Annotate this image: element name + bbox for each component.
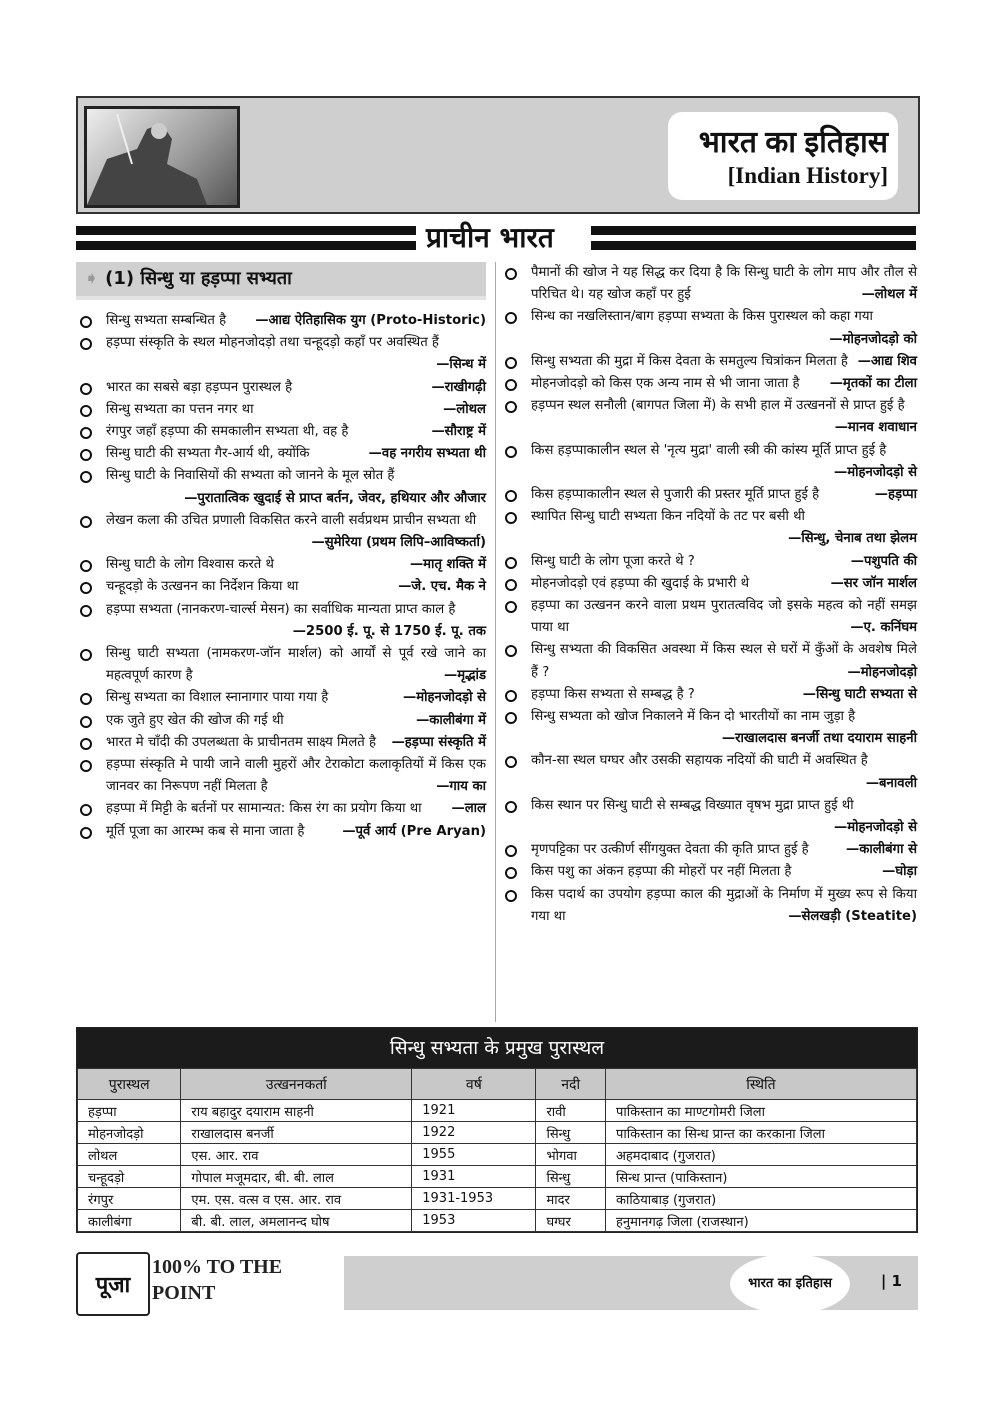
bullet-icon bbox=[80, 693, 92, 705]
table-cell: रंगपुर bbox=[78, 1188, 181, 1210]
table-cell: हनुमानगढ़ जिला (राजस्थान) bbox=[605, 1210, 916, 1232]
bullet-icon bbox=[80, 427, 92, 439]
qa-item bbox=[80, 377, 486, 399]
answer-text: —राखालदास बनर्जी तथा दयाराम साहनी bbox=[721, 731, 917, 747]
column-divider bbox=[495, 262, 496, 1022]
answer-text: —पुरातात्विक खुदाई से प्राप्त बर्तन, जेवर, हथियार और औजार bbox=[184, 490, 486, 506]
column-header: पुरास्थल bbox=[78, 1069, 181, 1100]
qa-item bbox=[505, 639, 917, 683]
qa-item bbox=[80, 643, 486, 687]
bullet-icon bbox=[505, 512, 517, 524]
answer-text: —कालीबंगा से bbox=[846, 842, 917, 858]
answer-text: —मोहनजोदड़ो से bbox=[834, 464, 917, 480]
qa-item bbox=[80, 710, 486, 732]
answer-text: —मोहनजोदड़ो bbox=[847, 664, 917, 680]
table-row bbox=[78, 1166, 917, 1188]
bullet-icon bbox=[505, 490, 517, 502]
table-cell: एम. एस. वत्स व एस. आर. राव bbox=[181, 1188, 412, 1210]
answer-text: —ए. कनिंघम bbox=[850, 620, 917, 636]
sites-table bbox=[76, 1027, 918, 1233]
qa-item bbox=[80, 687, 486, 709]
answer-text: —सुमेरिया (प्रथम लिपि–आविष्कर्ता) bbox=[311, 535, 486, 551]
question-text: हड़प्पा संस्कृति के स्थल मोहनजोदड़ो तथा चन्हूदड़ो कहाँ पर अवस्थित हैं bbox=[106, 335, 439, 351]
question-text: रंगपुर जहाँ हड़प्पा की समकालीन सभ्यता थी, वह है bbox=[106, 424, 349, 440]
table-cell: मादर bbox=[536, 1188, 606, 1210]
question-text: हड़प्पा का उत्खनन करने वाला प्रथम पुरातत्वविद जो इसके महत्व को नहीं समझ पाया था bbox=[531, 598, 917, 636]
qa-item bbox=[505, 395, 917, 439]
answer-text: —घोड़ा bbox=[882, 864, 917, 880]
answer-text: —राखीगढ़ी bbox=[431, 379, 486, 395]
table-row bbox=[78, 1188, 917, 1210]
table-cell: 1921 bbox=[412, 1100, 536, 1122]
table-row bbox=[78, 1144, 917, 1166]
qa-item bbox=[80, 443, 486, 465]
answer-text: —मातृ शक्ति में bbox=[409, 557, 486, 573]
qa-item bbox=[505, 706, 917, 750]
question-text: स्थापित सिन्धु घाटी सभ्यता किन नदियों के तट पर बसी थी bbox=[531, 509, 805, 525]
question-text: पैमानों की खोज ने यह सिद्ध कर दिया है कि सिन्धु घाटी के लोग माप और तौल से परिचित थे। यह खोज कहाँ पर हुई bbox=[531, 265, 917, 303]
answer-text: —सिन्ध में bbox=[436, 357, 486, 373]
table-cell: गोपाल मजूमदार, बी. बी. लाल bbox=[181, 1166, 412, 1188]
answer-text: —जे. एच. मैक ने bbox=[398, 579, 486, 595]
qa-item bbox=[80, 421, 486, 443]
footer-bar bbox=[344, 1256, 918, 1310]
answer-text: —मोहनजोदड़ो से bbox=[834, 820, 917, 836]
bullet-icon bbox=[80, 383, 92, 395]
bullet-icon bbox=[505, 268, 517, 280]
bullet-icon bbox=[80, 716, 92, 728]
page-number: | 1 bbox=[880, 1272, 902, 1290]
qa-item bbox=[505, 795, 917, 839]
question-text: सिन्धु घाटी सभ्यता (नामकरण-जॉन मार्शल) को आर्यों से पूर्व रखे जाने का महत्वपूर्ण कारण है bbox=[106, 646, 486, 684]
answer-text: —हड़प्पा संस्कृति में bbox=[391, 734, 486, 750]
question-text: सिन्धु सभ्यता की विकसित अवस्था में किस स्थल से घरों में कुँओं के अवशेष मिले हैं ? bbox=[531, 642, 917, 680]
table-cell: सिन्धु bbox=[536, 1166, 606, 1188]
question-text: मृणपट्टिका पर उत्कीर्ण सींगयुक्त देवता की कृति प्राप्त हुई है bbox=[531, 842, 809, 858]
answer-text: —पशुपति की bbox=[850, 553, 917, 569]
logo-text: पूजा bbox=[95, 1273, 131, 1298]
question-text: किस पदार्थ का उपयोग हड़प्पा काल की मुद्राओं के निर्माण में मुख्य रूप से किया गया था bbox=[531, 886, 917, 924]
title-box bbox=[668, 112, 898, 200]
bullet-icon bbox=[505, 845, 517, 857]
answer-text: —हड़प्पा bbox=[874, 487, 917, 503]
bullet-icon bbox=[505, 601, 517, 613]
question-text: सिन्धु सभ्यता का विशाल स्नानागार पाया गया है bbox=[106, 690, 329, 706]
answer-text: —मानव शवाधान bbox=[834, 420, 917, 436]
answer-text: —सिन्धु, चेनाब तथा झेलम bbox=[788, 531, 917, 547]
table-cell: सिन्ध प्रान्त (पाकिस्तान) bbox=[605, 1166, 916, 1188]
question-text: हड़प्पा संस्कृति मे पायी जाने वाली मुहरों और टेराकोटा कलाकृतियों में किस एक जानवर का निरूपण नहीं मिलता है bbox=[106, 757, 486, 795]
title-hindi: भारत का इतिहास bbox=[698, 126, 888, 159]
chapter-header bbox=[76, 96, 920, 214]
banner-rule-right bbox=[591, 226, 916, 250]
answer-text: —मृद्भांड bbox=[444, 668, 486, 684]
bullet-icon bbox=[505, 801, 517, 813]
question-text: सिन्धु सभ्यता का पत्तन नगर था bbox=[106, 401, 254, 417]
table-cell: रावी bbox=[536, 1100, 606, 1122]
bullet-icon bbox=[505, 557, 517, 569]
qa-item bbox=[80, 465, 486, 509]
question-text: भारत मे चाँदी की उपलब्धता के प्राचीनतम साक्ष्य मिलते है bbox=[106, 734, 376, 750]
answer-text: —मृतकों का टीला bbox=[829, 376, 917, 392]
question-text: सिन्धु घाटी की सभ्यता गैर-आर्य थी, क्योंकि bbox=[106, 446, 310, 462]
question-text: सिन्धु घाटी के लोग विश्वास करते थे bbox=[106, 557, 274, 573]
table-row bbox=[78, 1122, 917, 1144]
qa-item bbox=[80, 798, 486, 820]
question-text: हड़प्पा में मिट्टी के बर्तनों पर सामान्यत: किस रंग का प्रयोग किया था bbox=[106, 801, 422, 817]
table-cell: पाकिस्तान का सिन्ध प्रान्त का करकाना जिला bbox=[605, 1122, 916, 1144]
qa-item bbox=[505, 506, 917, 550]
qa-item bbox=[505, 306, 917, 350]
table-cell: 1931-1953 bbox=[412, 1188, 536, 1210]
column-header: नदी bbox=[536, 1069, 606, 1100]
table-cell: राय बहादुर दयाराम साहनी bbox=[181, 1100, 412, 1122]
question-text: किस हड़प्पाकालीन स्थल से पुजारी की प्रस्तर मूर्ति प्राप्त हुई है bbox=[531, 487, 820, 503]
table-cell: लोथल bbox=[78, 1144, 181, 1166]
bullet-icon bbox=[80, 649, 92, 661]
qa-item bbox=[80, 754, 486, 798]
table-cell: 1922 bbox=[412, 1122, 536, 1144]
question-text: सिन्धु घाटी के लोग पूजा करते थे ? bbox=[531, 553, 695, 569]
qa-item bbox=[505, 551, 917, 573]
footer bbox=[76, 1252, 918, 1314]
answer-text: —सौराष्ट्र में bbox=[431, 424, 486, 440]
banner-title: प्राचीन भारत bbox=[426, 221, 554, 254]
qa-item bbox=[505, 440, 917, 484]
bullet-icon bbox=[80, 605, 92, 617]
answer-text: —कालीबंगा में bbox=[416, 712, 486, 728]
table-cell: 1953 bbox=[412, 1210, 536, 1232]
question-text: सिन्धु सभ्यता को खोज निकालने में किन दो भारतीयों का नाम जुड़ा है bbox=[531, 709, 856, 725]
qa-item bbox=[80, 510, 486, 554]
question-text: सिन्धु घाटी के निवासियों की सभ्यता को जानने के मूल स्रोत हैं bbox=[106, 468, 395, 484]
question-text: चन्हूदड़ो के उत्खनन का निर्देशन किया था bbox=[106, 579, 299, 595]
bullet-icon bbox=[505, 890, 517, 902]
bullet-icon bbox=[505, 312, 517, 324]
table-cell: एस. आर. राव bbox=[181, 1144, 412, 1166]
qa-item bbox=[80, 599, 486, 643]
table-cell: चन्हूदड़ो bbox=[78, 1166, 181, 1188]
tagline-logo: 100% TO THE POINT bbox=[152, 1256, 283, 1304]
question-text: हड़प्पा सभ्यता (नानकरण-चार्ल्स मेसन) का सर्वाधिक मान्यता प्राप्त काल है bbox=[106, 601, 456, 617]
bullet-icon bbox=[80, 316, 92, 328]
section-title: (1) सिन्धु या हड़प्पा सभ्यता bbox=[105, 268, 292, 289]
question-text: किस स्थान पर सिन्धु घाटी से सम्बद्ध विख्यात वृषभ मुद्रा प्राप्त हुई थी bbox=[531, 797, 854, 813]
banner-rule-left bbox=[76, 226, 416, 250]
bullet-icon bbox=[80, 738, 92, 750]
bullet-icon bbox=[505, 379, 517, 391]
answer-text: —लोथल bbox=[443, 401, 486, 417]
bullet-icon bbox=[505, 357, 517, 369]
bullet-icon bbox=[505, 690, 517, 702]
answer-text: —पूर्व आर्य (Pre Aryan) bbox=[342, 823, 486, 839]
answer-text: —गाय का bbox=[436, 779, 486, 795]
bullet-icon bbox=[505, 579, 517, 591]
answer-text: —सर जॉन मार्शल bbox=[830, 575, 917, 591]
qa-item bbox=[80, 399, 486, 421]
right-column bbox=[505, 262, 917, 928]
answer-text: —लोथल में bbox=[861, 287, 917, 303]
table-cell: मोहनजोदड़ो bbox=[78, 1122, 181, 1144]
answer-text: —2500 ई. पू. से 1750 ई. पू. तक bbox=[292, 623, 486, 639]
question-text: सिन्धु सभ्यता की मुद्रा में किस देवता के समतुल्य चित्रांकन मिलता है bbox=[531, 353, 848, 369]
question-text: सिन्ध का नखलिस्तान/बाग हड़प्पा सभ्यता के किस पुरास्थल को कहा गया bbox=[531, 309, 873, 325]
publisher-logo bbox=[76, 1252, 150, 1316]
bullet-icon bbox=[80, 582, 92, 594]
question-text: हड़प्पन स्थल सनौली (बागपत जिला में) के सभी हाल में उत्खननों से प्राप्त हुई है bbox=[531, 398, 905, 414]
table-cell: पाकिस्तान का माण्टगोमरी जिला bbox=[605, 1100, 916, 1122]
table-row bbox=[78, 1100, 917, 1122]
column-header: उत्खननकर्ता bbox=[181, 1069, 412, 1100]
table-cell: भोगवा bbox=[536, 1144, 606, 1166]
column-header: वर्ष bbox=[412, 1069, 536, 1100]
bullet-icon bbox=[80, 760, 92, 772]
qa-item bbox=[505, 573, 917, 595]
answer-text: —बनावली bbox=[865, 775, 917, 791]
qa-item bbox=[505, 262, 917, 306]
table-cell: 1955 bbox=[412, 1144, 536, 1166]
question-text: हड़प्पा किस सभ्यता से सम्बद्ध है ? bbox=[531, 686, 695, 702]
header-illustration bbox=[84, 106, 240, 208]
answer-text: —वह नगरीय सभ्यता थी bbox=[368, 446, 486, 462]
qa-item bbox=[505, 595, 917, 639]
qa-item bbox=[505, 373, 917, 395]
bullet-icon bbox=[80, 827, 92, 839]
table-cell: बी. बी. लाल, अमलानन्द घोष bbox=[181, 1210, 412, 1232]
qa-item bbox=[505, 484, 917, 506]
question-text: मोहनजोदड़ो एवं हड़प्पा की खुदाई के प्रभारी थे bbox=[531, 575, 750, 591]
question-text: मोहनजोदड़ो को किस एक अन्य नाम से भी जाना जाता है bbox=[531, 376, 800, 392]
table-cell: काठियाबाड़ (गुजरात) bbox=[605, 1188, 916, 1210]
question-text: कौन-सा स्थल घग्घर और उसकी सहायक नदियों की घाटी में अवस्थित है bbox=[531, 753, 868, 769]
bullet-icon bbox=[505, 867, 517, 879]
bullet-icon bbox=[80, 516, 92, 528]
table-cell: सिन्धु bbox=[536, 1122, 606, 1144]
question-text: किस हड़प्पाकालीन स्थल से 'नृत्य मुद्रा' वाली स्त्री की कांस्य मूर्ति प्राप्त हुई है bbox=[531, 442, 887, 458]
bullet-icon bbox=[505, 712, 517, 724]
arrow-icon: ➧ bbox=[84, 268, 100, 289]
qa-item bbox=[505, 861, 917, 883]
qa-item bbox=[505, 351, 917, 373]
qa-item bbox=[505, 750, 917, 794]
question-text: किस पशु का अंकन हड़प्पा की मोहरों पर नहीं मिलता है bbox=[531, 864, 792, 880]
bullet-icon bbox=[80, 449, 92, 461]
bullet-icon bbox=[505, 756, 517, 768]
answer-text: —सेलखड़ी (Steatite) bbox=[788, 908, 917, 924]
table-header-row bbox=[78, 1069, 917, 1100]
qa-item bbox=[80, 732, 486, 754]
left-column bbox=[80, 310, 486, 843]
qa-item bbox=[505, 684, 917, 706]
qa-item bbox=[80, 576, 486, 598]
answer-text: —मोहनजोदड़ो को bbox=[829, 331, 917, 347]
bullet-icon bbox=[80, 560, 92, 572]
part-banner bbox=[76, 222, 916, 254]
qa-item bbox=[505, 839, 917, 861]
table-cell: घग्घर bbox=[536, 1210, 606, 1232]
title-english: [Indian History] bbox=[727, 163, 888, 188]
table-cell: 1931 bbox=[412, 1166, 536, 1188]
qa-item bbox=[80, 332, 486, 376]
qa-item bbox=[505, 884, 917, 928]
bullet-icon bbox=[80, 405, 92, 417]
bullet-icon bbox=[505, 401, 517, 413]
answer-text: —लाल bbox=[451, 801, 486, 817]
answer-text: —आद्य शिव bbox=[857, 353, 917, 369]
table-cell: अहमदाबाद (गुजरात) bbox=[605, 1144, 916, 1166]
table-row bbox=[78, 1210, 917, 1232]
column-header: स्थिति bbox=[605, 1069, 916, 1100]
qa-item bbox=[80, 310, 486, 332]
qa-item bbox=[80, 554, 486, 576]
bullet-icon bbox=[505, 446, 517, 458]
qa-item bbox=[80, 821, 486, 843]
bullet-icon bbox=[505, 645, 517, 657]
bullet-icon bbox=[80, 804, 92, 816]
question-text: लेखन कला की उचित प्रणाली विकसित करने वाली सर्वप्रथम प्राचीन सभ्यता थी bbox=[106, 512, 477, 528]
table-cell: हड़प्पा bbox=[78, 1100, 181, 1122]
table-cell: कालीबंगा bbox=[78, 1210, 181, 1232]
question-text: एक जुते हुए खेत की खोज की गई थी bbox=[106, 712, 284, 728]
bullet-icon bbox=[80, 338, 92, 350]
question-text: भारत का सबसे बड़ा हड़प्पन पुरास्थल है bbox=[106, 379, 293, 395]
question-text: सिन्धु सभ्यता सम्बन्धित है bbox=[106, 313, 227, 328]
answer-text: —आद्य ऐतिहासिक युग (Proto-Historic) bbox=[255, 313, 486, 328]
answer-text: —मोहनजोदड़ो से bbox=[403, 690, 486, 706]
section-heading bbox=[76, 262, 486, 300]
question-text: मूर्ति पूजा का आरम्भ कब से माना जाता है bbox=[106, 823, 305, 839]
answer-text: —सिन्धु घाटी सभ्यता से bbox=[802, 686, 917, 702]
table-title: सिन्धु सभ्यता के प्रमुख पुरास्थल bbox=[77, 1028, 917, 1068]
table-cell: राखालदास बनर्जी bbox=[181, 1122, 412, 1144]
bullet-icon bbox=[80, 471, 92, 483]
footer-subject: भारत का इतिहास bbox=[730, 1254, 850, 1314]
